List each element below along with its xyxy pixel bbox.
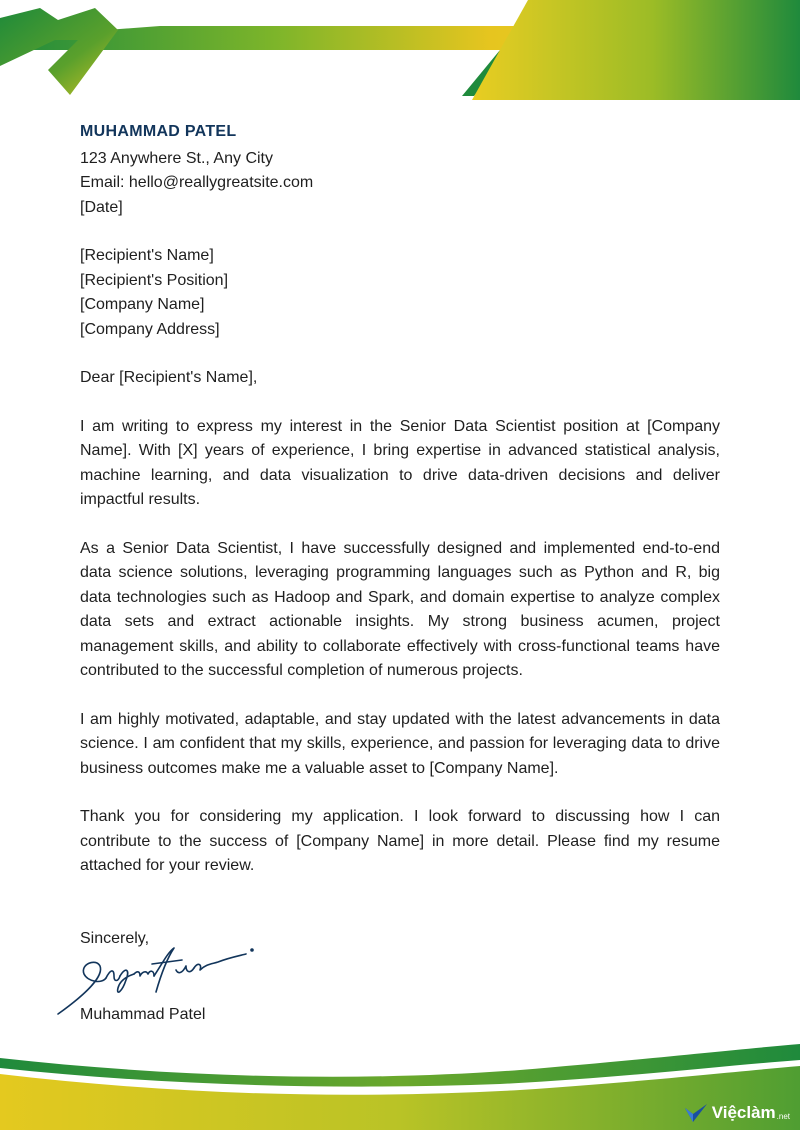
brand-name: Việclàm xyxy=(711,1103,776,1122)
paragraph: As a Senior Data Scientist, I have successfully designed and implemented end-to-end data science solutions, leveraging programming languages such as Python and R, big data technologies such as Hadoop and Spark, and domain expertise to analyze complex data sets and extract actionable insights. My strong business acumen, project management skills, and ability to collaborate effectively with cross-functional teams have contributed to the successful completion of numerous projects. xyxy=(80,539,720,679)
letter-date: [Date] xyxy=(80,198,123,216)
closing: Sincerely, xyxy=(80,929,150,947)
salutation: Dear [Recipient's Name], xyxy=(80,369,258,386)
recipient-address: [Company Address] xyxy=(80,320,220,338)
sender-email: Email: hello@reallygreatsite.com xyxy=(80,174,314,191)
top-ribbon-decoration xyxy=(0,0,800,110)
recipient-name: [Recipient's Name] xyxy=(80,247,214,264)
cover-letter-body xyxy=(80,120,720,951)
bottom-wave-decoration xyxy=(0,1030,800,1130)
brand-watermark xyxy=(684,1102,790,1124)
brand-suffix: .net xyxy=(776,1112,790,1121)
brand-checkmark-icon xyxy=(684,1102,708,1124)
sender-address: 123 Anywhere St., Any City xyxy=(80,149,273,167)
top-right-block xyxy=(472,0,800,100)
signature-name: Muhammad Patel xyxy=(80,1006,206,1023)
paragraph: Thank you for considering my application. I look forward to discussing how I can contribute to the success of [Company Name] in more detail. Please find my resume attached for your review. xyxy=(80,808,720,874)
recipient-company: [Company Name] xyxy=(80,296,205,313)
recipient-position: [Recipient's Position] xyxy=(80,271,229,289)
paragraph: I am writing to express my interest in the Senior Data Scientist position at [Company Name]. With [X] years of experience, I bring expertise in advanced statistical analysis, machine learning, and data visualization to drive data-driven decisions and deliver impactful results. xyxy=(80,417,720,508)
sender-name: MUHAMMAD PATEL xyxy=(80,123,237,140)
recipient-block xyxy=(80,244,720,342)
left-zigzag xyxy=(0,8,118,95)
paragraph: I am highly motivated, adaptable, and stay updated with the latest advancements in data science. I am confident that my skills, experience, and passion for leveraging data to drive business outcomes make me a valuable asset to [Company Name]. xyxy=(80,710,720,777)
